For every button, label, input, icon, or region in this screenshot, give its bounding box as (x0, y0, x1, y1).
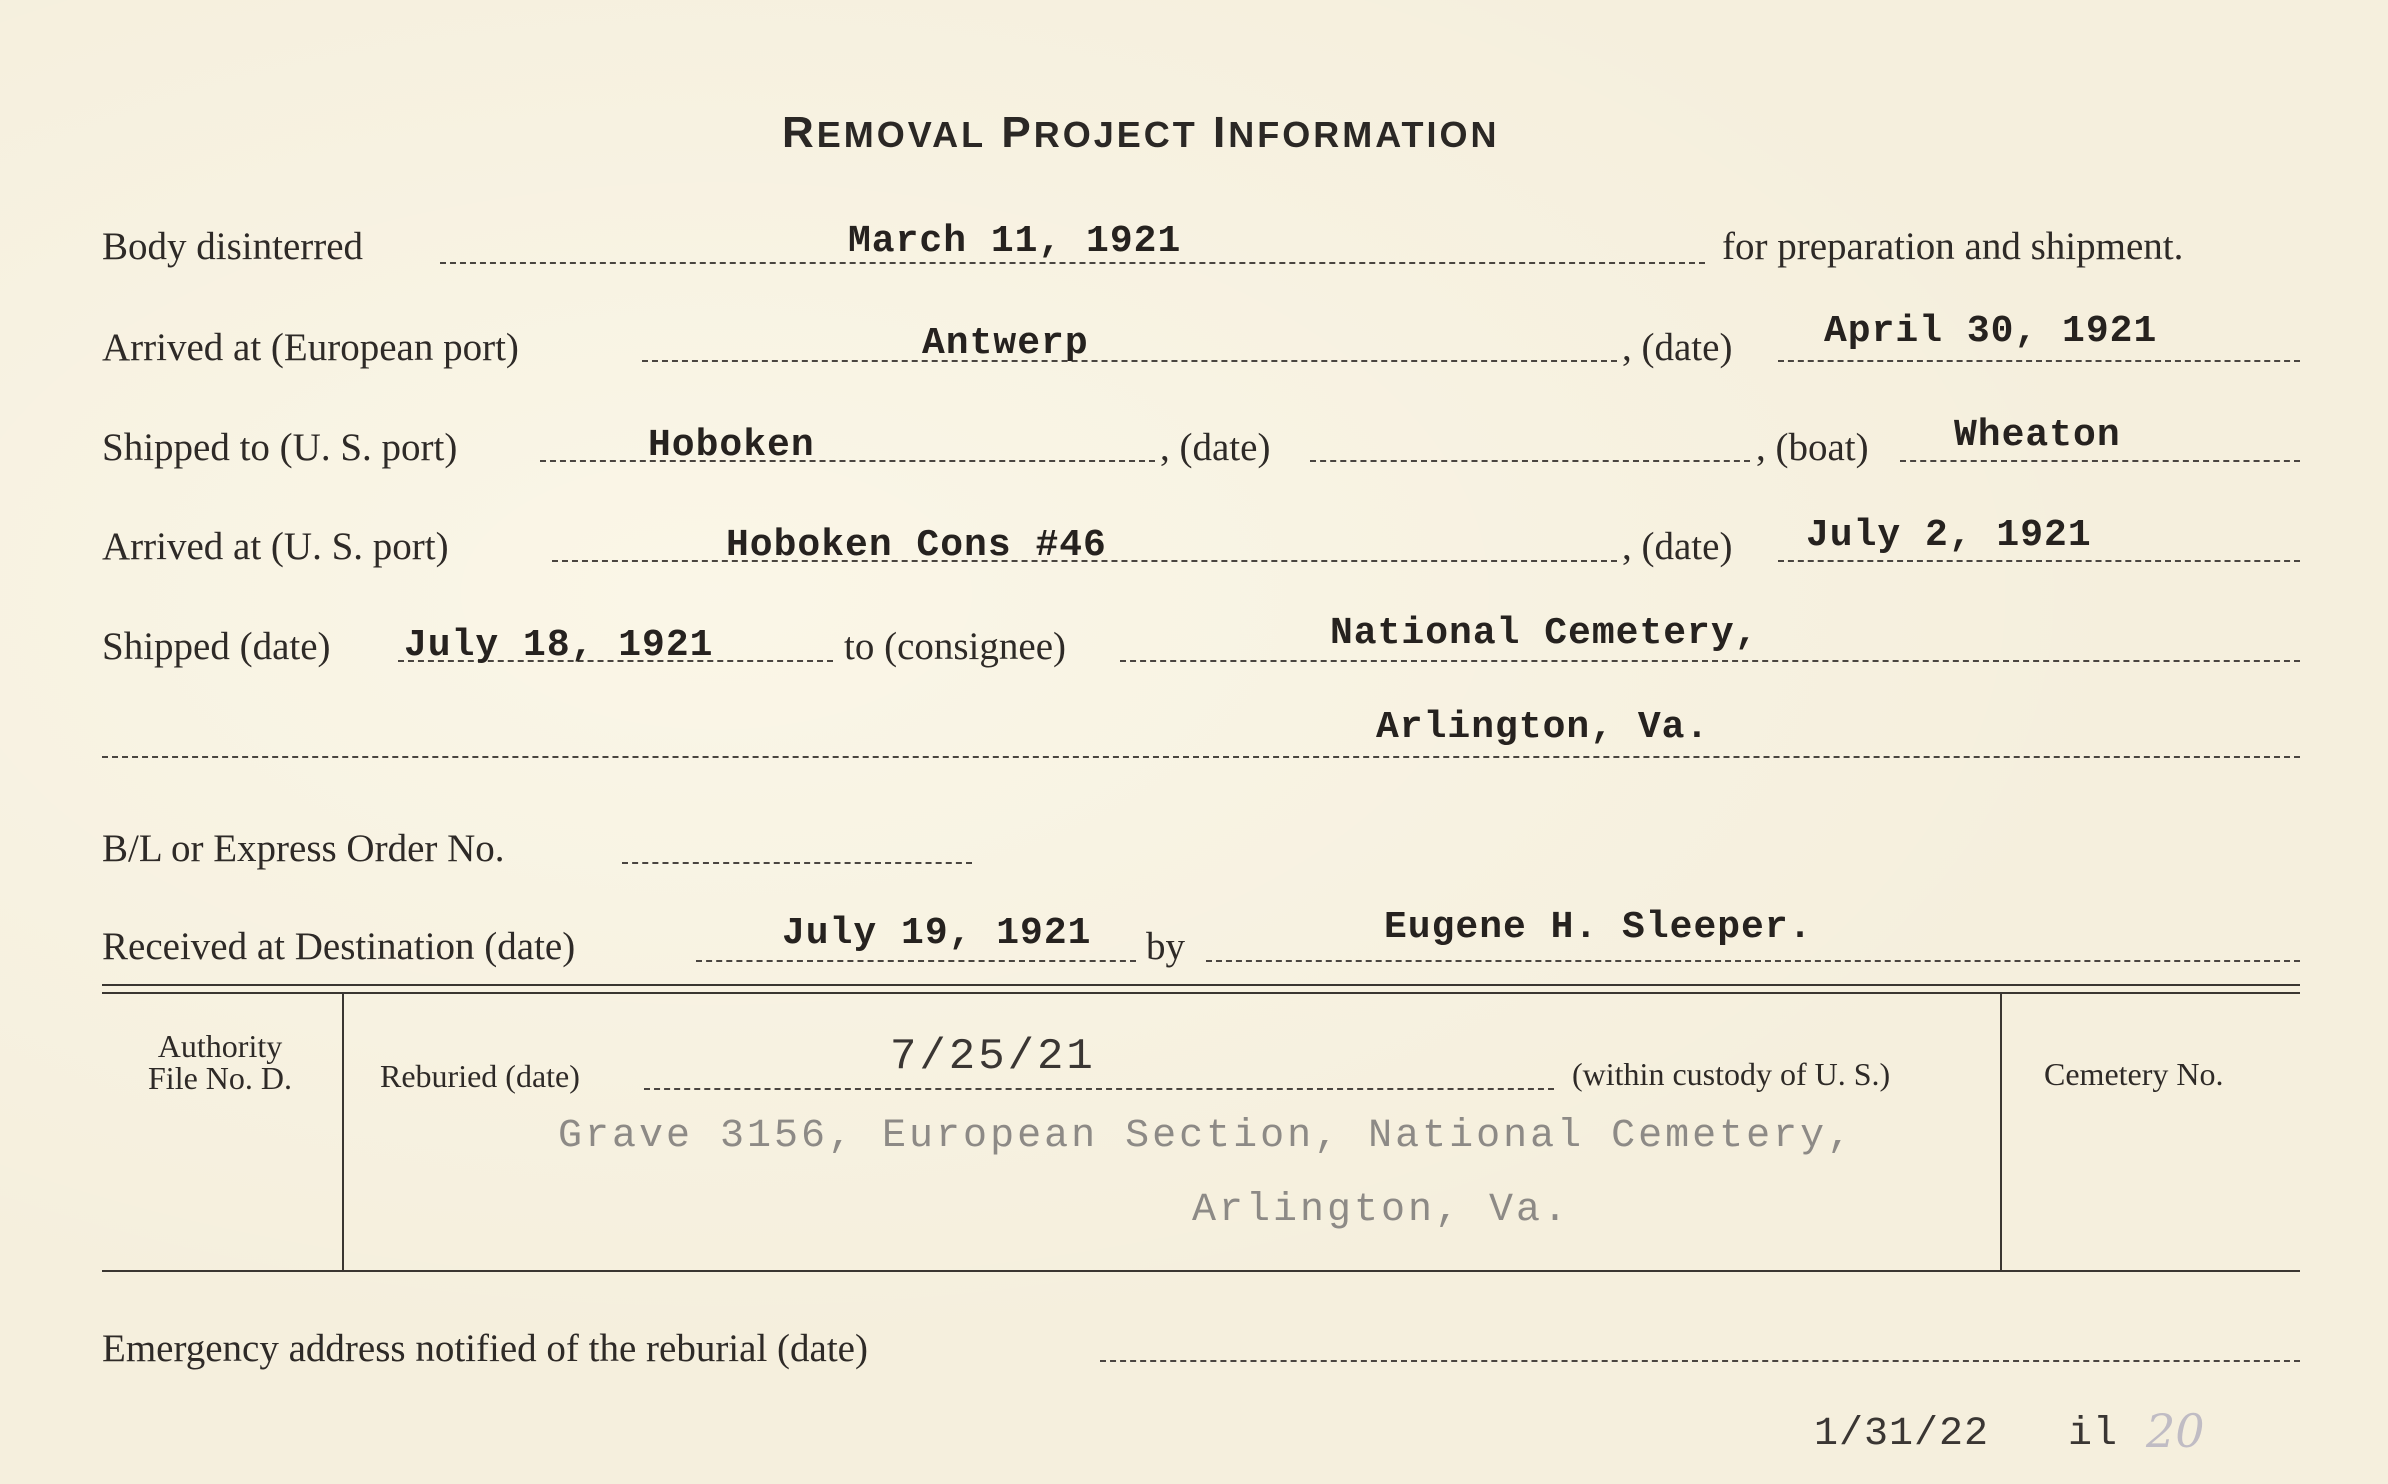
pencil-mark: 20 (2146, 1404, 2205, 1458)
dotted-line (1778, 360, 2300, 362)
double-rule-top (102, 984, 2300, 986)
box-divider-right (2000, 994, 2002, 1270)
label-received-destination: Received at Destination (date) (102, 925, 576, 968)
box-divider-left (342, 994, 344, 1270)
title-word-1: EMOVAL (816, 114, 987, 155)
label-body-disinterred: Body disinterred (102, 225, 364, 268)
box-bottom-rule (102, 1270, 2300, 1272)
double-rule-bottom (102, 992, 2300, 994)
dotted-line (1310, 460, 1750, 462)
value-shipped-date: July 18, 1921 (404, 624, 714, 667)
label-arrived-us-port: Arrived at (U. S. port) (102, 525, 449, 568)
label-arrived-european-port: Arrived at (European port) (102, 326, 519, 369)
dotted-line (1778, 560, 2300, 562)
label-shipped-date: Shipped (date) (102, 625, 331, 668)
value-footer-initials: il (2068, 1412, 2119, 1457)
dotted-line (102, 756, 2300, 758)
card-title (782, 108, 1500, 158)
value-european-port: Antwerp (922, 322, 1089, 365)
label-file-no: File No. D. (148, 1060, 292, 1096)
value-grave-line1: Grave 3156, European Section, National Cemetery, (558, 1114, 1855, 1159)
value-us-port-shipped: Hoboken (648, 424, 815, 467)
label-date-us-arrival: , (date) (1622, 525, 1733, 568)
value-received-date: July 19, 1921 (782, 912, 1092, 955)
label-shipped-to-us-port: Shipped to (U. S. port) (102, 426, 458, 469)
label-for-preparation: for preparation and shipment. (1722, 225, 2184, 268)
dotted-line (622, 862, 972, 864)
value-disinterred-date: March 11, 1921 (848, 220, 1182, 263)
title-initial-3: I (1212, 108, 1229, 157)
value-received-by: Eugene H. Sleeper. (1384, 906, 1813, 949)
dotted-line (540, 460, 1155, 462)
value-reburied-date: 7/25/21 (890, 1032, 1096, 1082)
value-us-arrival-date: July 2, 1921 (1806, 514, 2092, 557)
title-word-3: NFORMATION (1228, 114, 1500, 155)
title-word-2: ROJECT (1033, 114, 1198, 155)
label-cemetery-no: Cemetery No. (2044, 1056, 2224, 1092)
dotted-line (1900, 460, 2300, 462)
value-us-port-arrived: Hoboken Cons #46 (726, 524, 1107, 567)
label-bl-express-order: B/L or Express Order No. (102, 827, 505, 870)
value-european-arrival-date: April 30, 1921 (1824, 310, 2158, 353)
label-reburied-date: Reburied (date) (380, 1058, 580, 1094)
dotted-line (1100, 1360, 2300, 1362)
value-footer-date: 1/31/22 (1814, 1412, 1990, 1457)
value-consignee-line2: Arlington, Va. (1376, 706, 1710, 749)
value-consignee-line1: National Cemetery, (1330, 612, 1759, 655)
dotted-line (1206, 960, 2300, 962)
label-emergency-address: Emergency address notified of the reburial (date) (102, 1327, 868, 1370)
label-date-european: , (date) (1622, 326, 1733, 369)
title-initial-1: R (782, 108, 817, 157)
value-boat: Wheaton (1954, 414, 2121, 457)
dotted-line (642, 360, 1617, 362)
label-boat: , (boat) (1756, 426, 1869, 469)
title-initial-2: P (1001, 108, 1034, 157)
value-grave-line2: Arlington, Va. (1192, 1188, 1571, 1233)
dotted-line (644, 1088, 1554, 1090)
label-authority: Authority (157, 1028, 283, 1064)
label-date-shipped: , (date) (1160, 426, 1271, 469)
dotted-line (696, 960, 1136, 962)
label-to-consignee: to (consignee) (844, 625, 1067, 668)
dotted-line (1120, 660, 2300, 662)
label-within-custody: (within custody of U. S.) (1572, 1056, 1891, 1092)
label-received-by: by (1146, 925, 1185, 968)
